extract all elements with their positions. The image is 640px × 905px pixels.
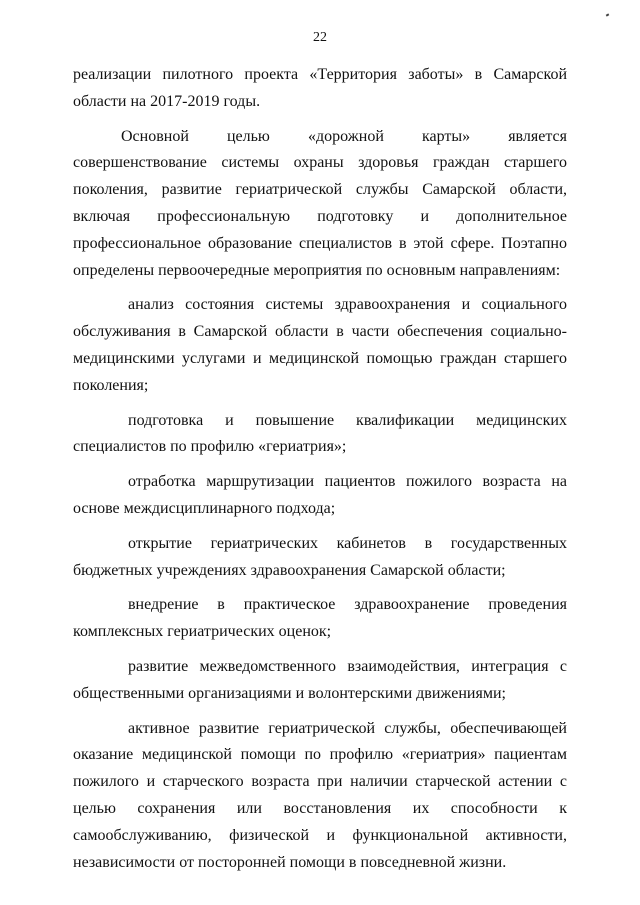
page-number: 22 <box>313 30 327 45</box>
list-item-service-development: активное развитие гериатрической службы, обеспечивающей оказание медицинской помощи по профилю «гериатрия» пациентам пожилого и старческого возраста при наличии старческой астении с целью сохранения или восстановления их способности к самообслуживанию, физической и функциональной активности, независимости от посторонней помощи в повседневной жизни. <box>73 719 567 871</box>
list-item-training: подготовка и повышение квалификации медицинских специалистов по профилю «гериатрия»; <box>73 411 567 456</box>
paragraph-continuation: реализации пилотного проекта «Территория заботы» в Самарской области на 2017-2019 годы. <box>73 66 567 110</box>
body-text <box>73 62 567 876</box>
list-item-cooperation: развитие межведомственного взаимодействия, интеграция с общественными организациями и волонтерскими движениями; <box>73 657 567 702</box>
paragraph-main-goal: Основной целью «дорожной карты» является совершенствование системы охраны здоровья граждан старшего поколения, развитие гериатрической службы Самарской области, включая профессиональную подготовку и дополнительное профессиональное образование специалистов в этой сфере. Поэтапно определены первоочередные мероприятия по основным направлениям: <box>73 127 567 279</box>
list-item-analysis: анализ состояния системы здравоохранения и социального обслуживания в Самарской области в части обеспечения социально-медицинскими услугами и медицинской помощью граждан старшего поколения; <box>73 296 567 394</box>
scan-mark <box>606 13 610 16</box>
list-item-routing: отработка маршрутизации пациентов пожилого возраста на основе междисциплинарного подхода; <box>73 473 567 517</box>
list-item-cabinets: открытие гериатрических кабинетов в государственных бюджетных учреждениях здравоохранения Самарской области; <box>73 534 567 579</box>
list-item-assessments: внедрение в практическое здравоохранение проведения комплексных гериатрических оценок; <box>73 596 567 641</box>
